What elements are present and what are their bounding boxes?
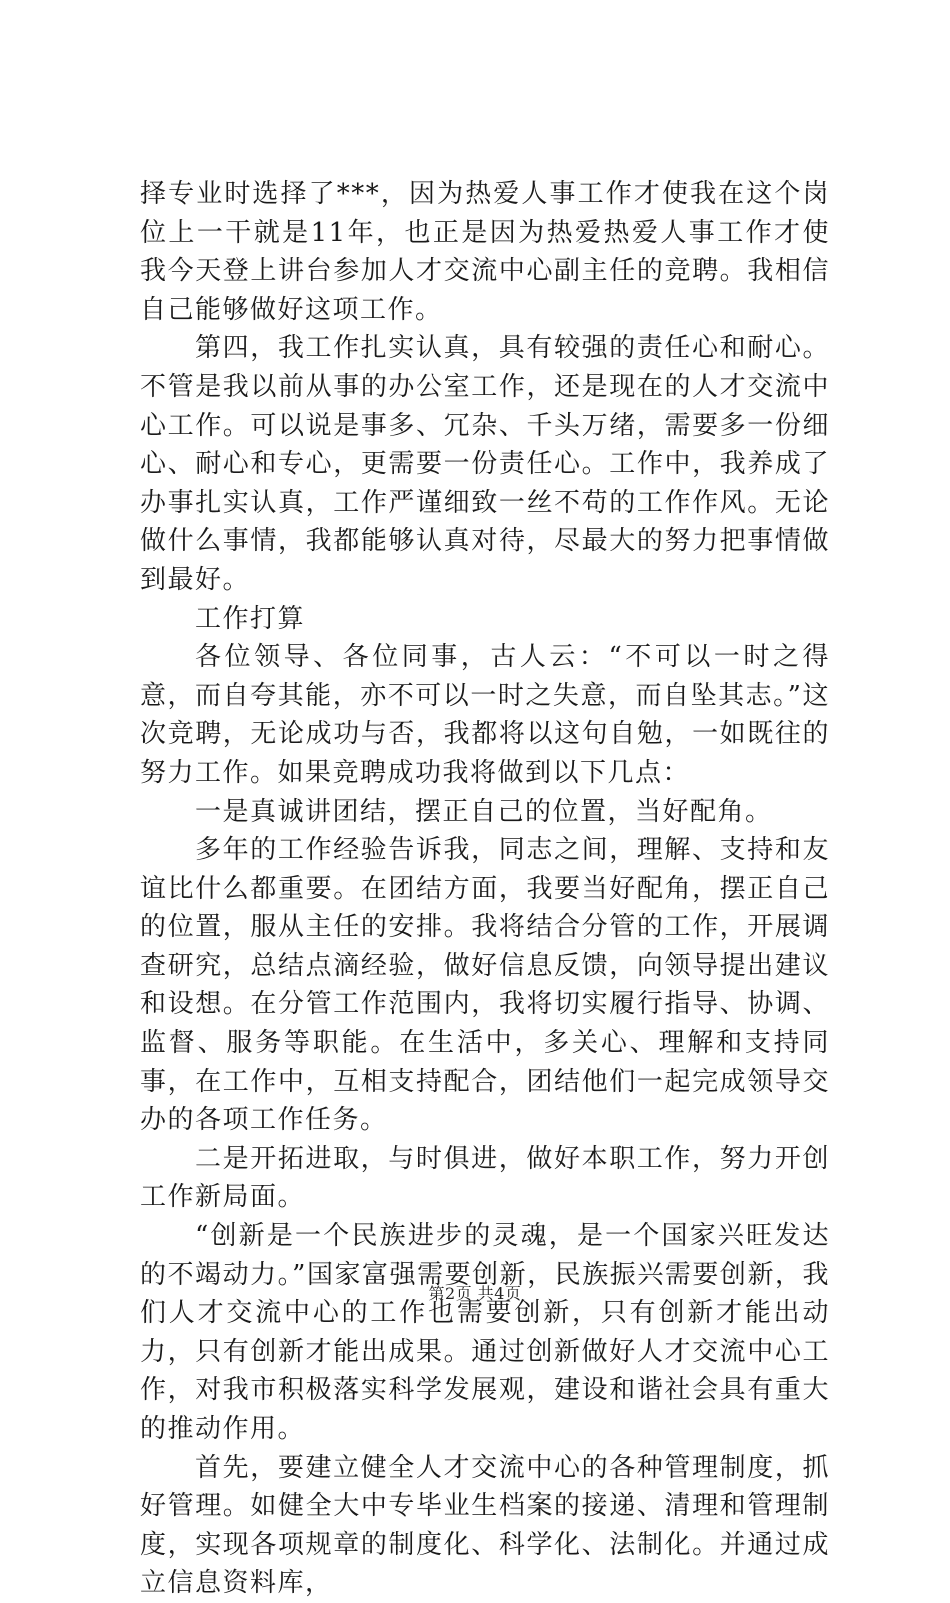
paragraph-7: “创新是一个民族进步的灵魂，是一个国家兴旺发达的不竭动力。”国家富强需要创新，民族振兴需要创新，我们人才交流中心的工作也需要创新，只有创新才能出动力，只有创新才能出成果。通过创新做好人才交流中心工作，对我市积极落实科学发展观，建设和谐社会具有重大的推动作用。 [140, 1221, 830, 1444]
paragraph-1: 择专业时选择了***，因为热爱人事工作才使我在这个岗位上一干就是11年，也正是因为热爱热爱人事工作才使我今天登上讲台参加人才交流中心副主任的竞聘。我相信自己能够做好这项工作。 [140, 179, 830, 325]
paragraph-2: 第四，我工作扎实认真，具有较强的责任心和耐心。不管是我以前从事的办公室工作，还是现在的人才交流中心工作。可以说是事多、冗杂、千头万绪，需要多一份细心、耐心和专心，更需要一份责任心。工作中，我养成了办事扎实认真，工作严谨细致一丝不苟的工作作风。无论做什么事情，我都能够认真对待，尽最大的努力把事情做到最好。 [140, 333, 830, 595]
paragraph-3: 各位领导、各位同事，古人云：“不可以一时之得意，而自夸其能，亦不可以一时之失意，而自坠其志。”这次竞聘，无论成功与否，我都将以这句自勉，一如既往的努力工作。如果竞聘成功我将做到以下几点： [140, 642, 830, 788]
paragraph-4: 一是真诚讲团结，摆正自己的位置，当好配角。 [195, 796, 773, 827]
page-number-footer: 第2页 共4页 [428, 1284, 522, 1303]
section-heading-work-plan: 工作打算 [195, 603, 306, 634]
paragraph-5: 多年的工作经验告诉我，同志之间，理解、支持和友谊比什么都重要。在团结方面，我要当好配角，摆正自己的位置，服从主任的安排。我将结合分管的工作，开展调查研究，总结点滴经验，做好信息反馈，向领导提出建议和设想。在分管工作范围内，我将切实履行指导、协调、监督、服务等职能。在生活中，多关心、理解和支持同事，在工作中，互相支持配合，团结他们一起完成领导交办的各项工作任务。 [140, 835, 830, 1136]
paragraph-6: 二是开拓进取，与时俱进，做好本职工作，努力开创工作新局面。 [140, 1143, 830, 1213]
document-body [140, 175, 830, 1603]
paragraph-8: 首先，要建立健全人才交流中心的各种管理制度，抓好管理。如健全大中专毕业生档案的接递、清理和管理制度，实现各项规章的制度化、科学化、法制化。并通过成立信息资料库， [140, 1452, 830, 1599]
